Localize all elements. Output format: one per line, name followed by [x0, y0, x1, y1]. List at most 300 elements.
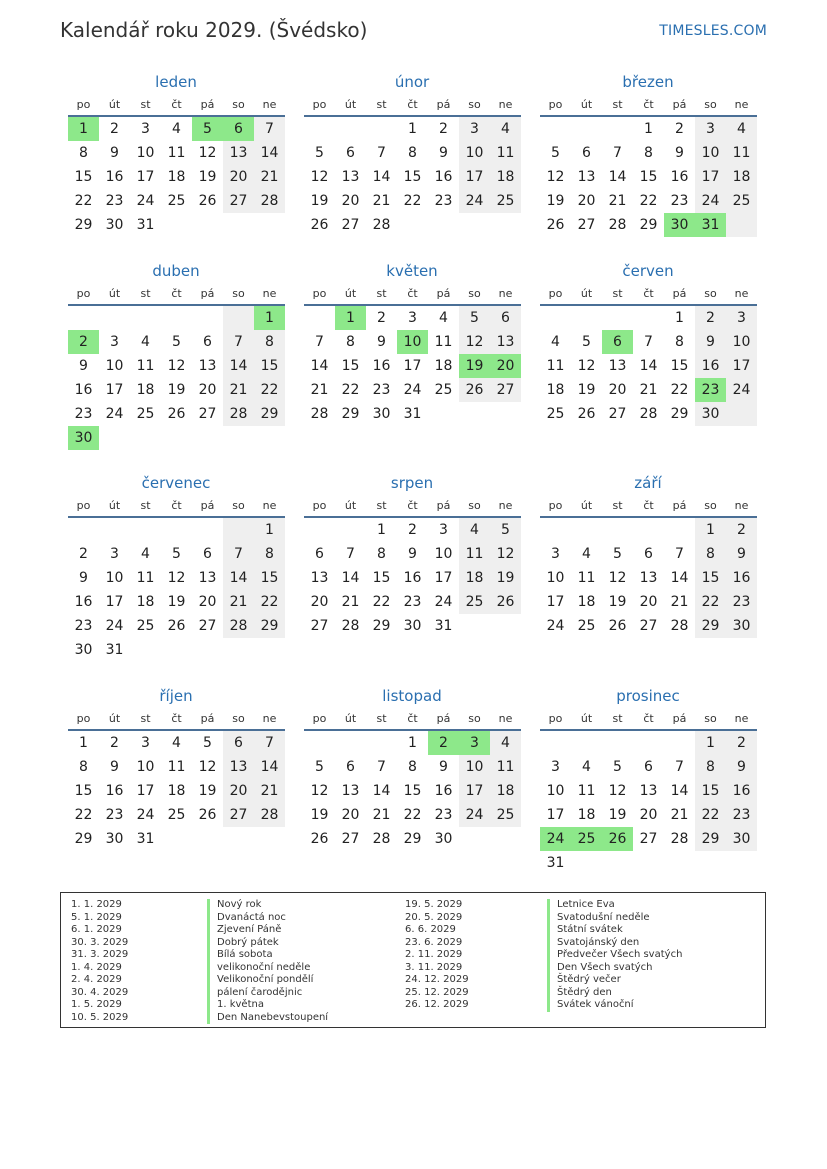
day-cell[interactable]: 9 — [439, 145, 448, 161]
day-cell[interactable]: 6 — [346, 759, 355, 775]
day-cell[interactable]: 8 — [644, 145, 653, 161]
day-cell[interactable]: 12 — [577, 358, 596, 374]
day-cell[interactable]: 25 — [434, 382, 453, 398]
day-cell[interactable]: 22 — [695, 590, 726, 614]
holiday-day-cell[interactable]: 20 — [490, 354, 521, 378]
day-cell[interactable]: 14 — [223, 566, 254, 590]
day-cell[interactable]: 23 — [105, 807, 124, 823]
day-cell[interactable]: 4 — [141, 334, 150, 350]
day-cell[interactable]: 10 — [546, 570, 565, 586]
day-cell[interactable]: 25 — [167, 193, 186, 209]
day-cell[interactable]: 4 — [582, 546, 591, 562]
day-cell[interactable]: 4 — [490, 117, 521, 141]
day-cell[interactable]: 3 — [141, 121, 150, 137]
day-cell[interactable]: 24 — [726, 378, 757, 402]
day-cell[interactable]: 1 — [79, 735, 88, 751]
day-cell[interactable]: 17 — [105, 382, 124, 398]
day-cell[interactable]: 15 — [670, 358, 689, 374]
day-cell[interactable]: 2 — [110, 735, 119, 751]
day-cell[interactable]: 12 — [198, 145, 217, 161]
day-cell[interactable]: 7 — [346, 546, 355, 562]
day-cell[interactable]: 3 — [695, 117, 726, 141]
day-cell[interactable]: 26 — [198, 193, 217, 209]
day-cell[interactable]: 28 — [372, 217, 391, 233]
day-cell[interactable]: 18 — [167, 783, 186, 799]
day-cell[interactable]: 24 — [459, 189, 490, 213]
day-cell[interactable]: 15 — [74, 783, 93, 799]
day-cell[interactable]: 20 — [223, 779, 254, 803]
holiday-day-cell[interactable]: 3 — [459, 731, 490, 755]
day-cell[interactable]: 29 — [341, 406, 360, 422]
day-cell[interactable]: 8 — [695, 755, 726, 779]
day-cell[interactable]: 6 — [644, 759, 653, 775]
day-cell[interactable]: 9 — [79, 358, 88, 374]
day-cell[interactable]: 7 — [613, 145, 622, 161]
day-cell[interactable]: 18 — [167, 169, 186, 185]
holiday-day-cell[interactable]: 1 — [254, 306, 285, 330]
day-cell[interactable]: 3 — [726, 306, 757, 330]
day-cell[interactable]: 27 — [639, 618, 658, 634]
day-cell[interactable]: 3 — [110, 546, 119, 562]
day-cell[interactable]: 5 — [613, 546, 622, 562]
day-cell[interactable]: 26 — [608, 618, 627, 634]
day-cell[interactable]: 1 — [408, 735, 417, 751]
day-cell[interactable]: 18 — [577, 807, 596, 823]
day-cell[interactable]: 24 — [459, 803, 490, 827]
day-cell[interactable]: 12 — [310, 783, 329, 799]
day-cell[interactable]: 16 — [695, 354, 726, 378]
day-cell[interactable]: 7 — [315, 334, 324, 350]
day-cell[interactable]: 17 — [726, 354, 757, 378]
day-cell[interactable]: 22 — [341, 382, 360, 398]
day-cell[interactable]: 13 — [223, 141, 254, 165]
day-cell[interactable]: 24 — [434, 594, 453, 610]
day-cell[interactable]: 16 — [434, 783, 453, 799]
holiday-day-cell[interactable]: 10 — [397, 330, 428, 354]
day-cell[interactable]: 22 — [254, 590, 285, 614]
day-cell[interactable]: 7 — [254, 731, 285, 755]
day-cell[interactable]: 4 — [172, 735, 181, 751]
day-cell[interactable]: 25 — [577, 618, 596, 634]
day-cell[interactable]: 19 — [577, 382, 596, 398]
day-cell[interactable]: 12 — [490, 542, 521, 566]
day-cell[interactable]: 28 — [254, 803, 285, 827]
day-cell[interactable]: 29 — [254, 402, 285, 426]
day-cell[interactable]: 12 — [310, 169, 329, 185]
day-cell[interactable]: 12 — [198, 759, 217, 775]
day-cell[interactable]: 15 — [403, 169, 422, 185]
holiday-day-cell[interactable]: 1 — [335, 306, 366, 330]
day-cell[interactable]: 14 — [608, 169, 627, 185]
day-cell[interactable]: 20 — [198, 382, 217, 398]
day-cell[interactable]: 23 — [74, 406, 93, 422]
day-cell[interactable]: 17 — [136, 169, 155, 185]
day-cell[interactable]: 3 — [141, 735, 150, 751]
day-cell[interactable]: 12 — [459, 330, 490, 354]
day-cell[interactable]: 9 — [408, 546, 417, 562]
day-cell[interactable]: 23 — [726, 803, 757, 827]
day-cell[interactable]: 17 — [695, 165, 726, 189]
day-cell[interactable]: 2 — [726, 731, 757, 755]
day-cell[interactable]: 13 — [198, 358, 217, 374]
day-cell[interactable]: 12 — [546, 169, 565, 185]
day-cell[interactable]: 2 — [439, 121, 448, 137]
day-cell[interactable]: 26 — [490, 590, 521, 614]
day-cell[interactable]: 18 — [136, 382, 155, 398]
day-cell[interactable]: 18 — [726, 165, 757, 189]
day-cell[interactable]: 8 — [346, 334, 355, 350]
day-cell[interactable]: 5 — [172, 546, 181, 562]
holiday-day-cell[interactable]: 23 — [695, 378, 726, 402]
day-cell[interactable]: 10 — [136, 759, 155, 775]
day-cell[interactable]: 19 — [167, 382, 186, 398]
day-cell[interactable]: 19 — [167, 594, 186, 610]
day-cell[interactable]: 5 — [551, 145, 560, 161]
holiday-day-cell[interactable]: 30 — [68, 426, 99, 450]
day-cell[interactable]: 11 — [136, 570, 155, 586]
day-cell[interactable]: 10 — [434, 546, 453, 562]
day-cell[interactable]: 21 — [372, 807, 391, 823]
day-cell[interactable]: 13 — [310, 570, 329, 586]
holiday-day-cell[interactable]: 25 — [571, 827, 602, 851]
day-cell[interactable]: 10 — [105, 570, 124, 586]
day-cell[interactable]: 5 — [203, 735, 212, 751]
day-cell[interactable]: 10 — [459, 141, 490, 165]
day-cell[interactable]: 2 — [675, 121, 684, 137]
day-cell[interactable]: 5 — [172, 334, 181, 350]
day-cell[interactable]: 4 — [459, 518, 490, 542]
day-cell[interactable]: 21 — [670, 594, 689, 610]
day-cell[interactable]: 11 — [490, 141, 521, 165]
day-cell[interactable]: 21 — [223, 378, 254, 402]
day-cell[interactable]: 18 — [490, 165, 521, 189]
day-cell[interactable]: 14 — [223, 354, 254, 378]
day-cell[interactable]: 24 — [105, 406, 124, 422]
day-cell[interactable]: 16 — [105, 169, 124, 185]
day-cell[interactable]: 26 — [198, 807, 217, 823]
day-cell[interactable]: 18 — [136, 594, 155, 610]
day-cell[interactable]: 30 — [105, 831, 124, 847]
day-cell[interactable]: 7 — [377, 145, 386, 161]
day-cell[interactable]: 5 — [459, 306, 490, 330]
day-cell[interactable]: 19 — [608, 594, 627, 610]
day-cell[interactable]: 27 — [223, 189, 254, 213]
day-cell[interactable]: 26 — [310, 831, 329, 847]
day-cell[interactable]: 9 — [110, 759, 119, 775]
day-cell[interactable]: 9 — [675, 145, 684, 161]
day-cell[interactable]: 28 — [310, 406, 329, 422]
day-cell[interactable]: 10 — [459, 755, 490, 779]
day-cell[interactable]: 3 — [110, 334, 119, 350]
day-cell[interactable]: 28 — [223, 614, 254, 638]
day-cell[interactable]: 20 — [639, 594, 658, 610]
day-cell[interactable]: 20 — [341, 193, 360, 209]
day-cell[interactable]: 18 — [577, 594, 596, 610]
day-cell[interactable]: 6 — [490, 306, 521, 330]
day-cell[interactable]: 29 — [74, 831, 93, 847]
day-cell[interactable]: 21 — [639, 382, 658, 398]
day-cell[interactable]: 11 — [459, 542, 490, 566]
holiday-day-cell[interactable]: 2 — [68, 330, 99, 354]
day-cell[interactable]: 21 — [372, 193, 391, 209]
day-cell[interactable]: 28 — [639, 406, 658, 422]
day-cell[interactable]: 21 — [223, 590, 254, 614]
day-cell[interactable]: 6 — [223, 731, 254, 755]
day-cell[interactable]: 8 — [79, 145, 88, 161]
day-cell[interactable]: 30 — [434, 831, 453, 847]
day-cell[interactable]: 23 — [74, 618, 93, 634]
day-cell[interactable]: 31 — [546, 855, 565, 871]
day-cell[interactable]: 17 — [546, 807, 565, 823]
day-cell[interactable]: 12 — [167, 570, 186, 586]
day-cell[interactable]: 30 — [726, 614, 757, 638]
day-cell[interactable]: 13 — [223, 755, 254, 779]
day-cell[interactable]: 31 — [434, 618, 453, 634]
day-cell[interactable]: 4 — [726, 117, 757, 141]
day-cell[interactable]: 30 — [403, 618, 422, 634]
day-cell[interactable]: 6 — [203, 334, 212, 350]
day-cell[interactable]: 10 — [546, 783, 565, 799]
holiday-day-cell[interactable]: 1 — [68, 117, 99, 141]
day-cell[interactable]: 4 — [582, 759, 591, 775]
day-cell[interactable]: 5 — [490, 518, 521, 542]
day-cell[interactable]: 9 — [726, 542, 757, 566]
day-cell[interactable]: 28 — [608, 217, 627, 233]
day-cell[interactable]: 3 — [459, 117, 490, 141]
day-cell[interactable]: 8 — [675, 334, 684, 350]
day-cell[interactable]: 18 — [546, 382, 565, 398]
day-cell[interactable]: 4 — [551, 334, 560, 350]
day-cell[interactable]: 8 — [254, 542, 285, 566]
day-cell[interactable]: 4 — [141, 546, 150, 562]
day-cell[interactable]: 29 — [403, 831, 422, 847]
day-cell[interactable]: 27 — [341, 217, 360, 233]
day-cell[interactable]: 30 — [372, 406, 391, 422]
day-cell[interactable]: 20 — [639, 807, 658, 823]
day-cell[interactable]: 14 — [670, 783, 689, 799]
day-cell[interactable]: 7 — [377, 759, 386, 775]
day-cell[interactable]: 22 — [74, 807, 93, 823]
day-cell[interactable]: 18 — [434, 358, 453, 374]
day-cell[interactable]: 3 — [408, 310, 417, 326]
day-cell[interactable]: 10 — [726, 330, 757, 354]
day-cell[interactable]: 25 — [136, 618, 155, 634]
day-cell[interactable]: 20 — [577, 193, 596, 209]
day-cell[interactable]: 26 — [546, 217, 565, 233]
day-cell[interactable]: 17 — [434, 570, 453, 586]
day-cell[interactable]: 2 — [408, 522, 417, 538]
day-cell[interactable]: 8 — [408, 145, 417, 161]
day-cell[interactable]: 25 — [459, 590, 490, 614]
day-cell[interactable]: 29 — [372, 618, 391, 634]
day-cell[interactable]: 17 — [403, 358, 422, 374]
day-cell[interactable]: 16 — [726, 779, 757, 803]
day-cell[interactable]: 26 — [167, 406, 186, 422]
day-cell[interactable]: 15 — [74, 169, 93, 185]
holiday-day-cell[interactable]: 2 — [428, 731, 459, 755]
day-cell[interactable]: 21 — [254, 165, 285, 189]
day-cell[interactable]: 25 — [546, 406, 565, 422]
day-cell[interactable]: 13 — [198, 570, 217, 586]
day-cell[interactable]: 22 — [639, 193, 658, 209]
day-cell[interactable]: 3 — [439, 522, 448, 538]
day-cell[interactable]: 13 — [639, 570, 658, 586]
day-cell[interactable]: 23 — [434, 807, 453, 823]
day-cell[interactable]: 30 — [74, 642, 93, 658]
day-cell[interactable]: 28 — [254, 189, 285, 213]
day-cell[interactable]: 23 — [670, 193, 689, 209]
day-cell[interactable]: 13 — [341, 169, 360, 185]
day-cell[interactable]: 23 — [105, 193, 124, 209]
day-cell[interactable]: 15 — [254, 566, 285, 590]
day-cell[interactable]: 7 — [223, 330, 254, 354]
holiday-day-cell[interactable]: 24 — [540, 827, 571, 851]
day-cell[interactable]: 24 — [695, 189, 726, 213]
day-cell[interactable]: 31 — [136, 217, 155, 233]
day-cell[interactable]: 3 — [551, 546, 560, 562]
day-cell[interactable]: 15 — [254, 354, 285, 378]
day-cell[interactable]: 9 — [110, 145, 119, 161]
day-cell[interactable]: 10 — [105, 358, 124, 374]
day-cell[interactable]: 9 — [695, 330, 726, 354]
day-cell[interactable]: 1 — [695, 731, 726, 755]
day-cell[interactable]: 15 — [403, 783, 422, 799]
day-cell[interactable]: 24 — [403, 382, 422, 398]
day-cell[interactable]: 22 — [254, 378, 285, 402]
day-cell[interactable]: 13 — [577, 169, 596, 185]
day-cell[interactable]: 3 — [551, 759, 560, 775]
day-cell[interactable]: 1 — [644, 121, 653, 137]
day-cell[interactable]: 19 — [546, 193, 565, 209]
day-cell[interactable]: 28 — [670, 618, 689, 634]
day-cell[interactable]: 11 — [434, 334, 453, 350]
day-cell[interactable]: 1 — [377, 522, 386, 538]
brand-link[interactable]: TIMESLES.COM — [659, 23, 767, 39]
day-cell[interactable]: 30 — [105, 217, 124, 233]
day-cell[interactable]: 7 — [223, 542, 254, 566]
day-cell[interactable]: 6 — [315, 546, 324, 562]
day-cell[interactable]: 28 — [223, 402, 254, 426]
day-cell[interactable]: 8 — [254, 330, 285, 354]
day-cell[interactable]: 23 — [403, 594, 422, 610]
day-cell[interactable]: 21 — [310, 382, 329, 398]
day-cell[interactable]: 15 — [372, 570, 391, 586]
day-cell[interactable]: 13 — [490, 330, 521, 354]
day-cell[interactable]: 31 — [403, 406, 422, 422]
day-cell[interactable]: 22 — [670, 382, 689, 398]
day-cell[interactable]: 1 — [695, 518, 726, 542]
day-cell[interactable]: 2 — [79, 546, 88, 562]
day-cell[interactable]: 25 — [136, 406, 155, 422]
day-cell[interactable]: 30 — [726, 827, 757, 851]
day-cell[interactable]: 11 — [167, 145, 186, 161]
day-cell[interactable]: 28 — [670, 831, 689, 847]
day-cell[interactable]: 27 — [198, 618, 217, 634]
day-cell[interactable]: 23 — [726, 590, 757, 614]
day-cell[interactable]: 26 — [459, 378, 490, 402]
day-cell[interactable]: 27 — [198, 406, 217, 422]
day-cell[interactable]: 1 — [675, 310, 684, 326]
day-cell[interactable]: 22 — [372, 594, 391, 610]
day-cell[interactable]: 5 — [315, 145, 324, 161]
day-cell[interactable]: 9 — [726, 755, 757, 779]
day-cell[interactable]: 31 — [136, 831, 155, 847]
day-cell[interactable]: 19 — [608, 807, 627, 823]
day-cell[interactable]: 11 — [726, 141, 757, 165]
day-cell[interactable]: 6 — [582, 145, 591, 161]
day-cell[interactable]: 19 — [490, 566, 521, 590]
day-cell[interactable]: 22 — [403, 193, 422, 209]
day-cell[interactable]: 14 — [670, 570, 689, 586]
day-cell[interactable]: 25 — [490, 803, 521, 827]
day-cell[interactable]: 19 — [198, 783, 217, 799]
day-cell[interactable]: 16 — [74, 382, 93, 398]
day-cell[interactable]: 8 — [79, 759, 88, 775]
day-cell[interactable]: 15 — [695, 566, 726, 590]
day-cell[interactable]: 7 — [254, 117, 285, 141]
day-cell[interactable]: 11 — [167, 759, 186, 775]
day-cell[interactable]: 12 — [608, 570, 627, 586]
day-cell[interactable]: 25 — [726, 189, 757, 213]
day-cell[interactable]: 14 — [639, 358, 658, 374]
holiday-day-cell[interactable]: 6 — [223, 117, 254, 141]
day-cell[interactable]: 27 — [490, 378, 521, 402]
day-cell[interactable]: 29 — [670, 406, 689, 422]
holiday-day-cell[interactable]: 31 — [695, 213, 726, 237]
day-cell[interactable]: 11 — [490, 755, 521, 779]
holiday-day-cell[interactable]: 5 — [192, 117, 223, 141]
day-cell[interactable]: 28 — [341, 618, 360, 634]
day-cell[interactable]: 5 — [613, 759, 622, 775]
day-cell[interactable]: 24 — [136, 193, 155, 209]
day-cell[interactable]: 6 — [203, 546, 212, 562]
day-cell[interactable]: 27 — [223, 803, 254, 827]
day-cell[interactable]: 17 — [136, 783, 155, 799]
day-cell[interactable]: 25 — [167, 807, 186, 823]
day-cell[interactable]: 19 — [198, 169, 217, 185]
day-cell[interactable]: 13 — [341, 783, 360, 799]
day-cell[interactable]: 30 — [695, 402, 726, 426]
holiday-day-cell[interactable]: 30 — [664, 213, 695, 237]
day-cell[interactable]: 7 — [675, 546, 684, 562]
day-cell[interactable]: 6 — [346, 145, 355, 161]
day-cell[interactable]: 2 — [695, 306, 726, 330]
day-cell[interactable]: 16 — [403, 570, 422, 586]
day-cell[interactable]: 13 — [639, 783, 658, 799]
day-cell[interactable]: 4 — [172, 121, 181, 137]
day-cell[interactable]: 16 — [434, 169, 453, 185]
day-cell[interactable]: 29 — [254, 614, 285, 638]
day-cell[interactable]: 16 — [74, 594, 93, 610]
day-cell[interactable]: 22 — [403, 807, 422, 823]
day-cell[interactable]: 9 — [377, 334, 386, 350]
day-cell[interactable]: 15 — [639, 169, 658, 185]
day-cell[interactable]: 21 — [670, 807, 689, 823]
day-cell[interactable]: 16 — [105, 783, 124, 799]
day-cell[interactable]: 24 — [105, 618, 124, 634]
day-cell[interactable]: 9 — [439, 759, 448, 775]
day-cell[interactable]: 17 — [546, 594, 565, 610]
day-cell[interactable]: 23 — [434, 193, 453, 209]
day-cell[interactable]: 10 — [136, 145, 155, 161]
day-cell[interactable]: 21 — [254, 779, 285, 803]
day-cell[interactable]: 10 — [695, 141, 726, 165]
day-cell[interactable]: 8 — [695, 542, 726, 566]
holiday-day-cell[interactable]: 26 — [602, 827, 633, 851]
day-cell[interactable]: 20 — [608, 382, 627, 398]
day-cell[interactable]: 15 — [695, 779, 726, 803]
day-cell[interactable]: 22 — [74, 193, 93, 209]
